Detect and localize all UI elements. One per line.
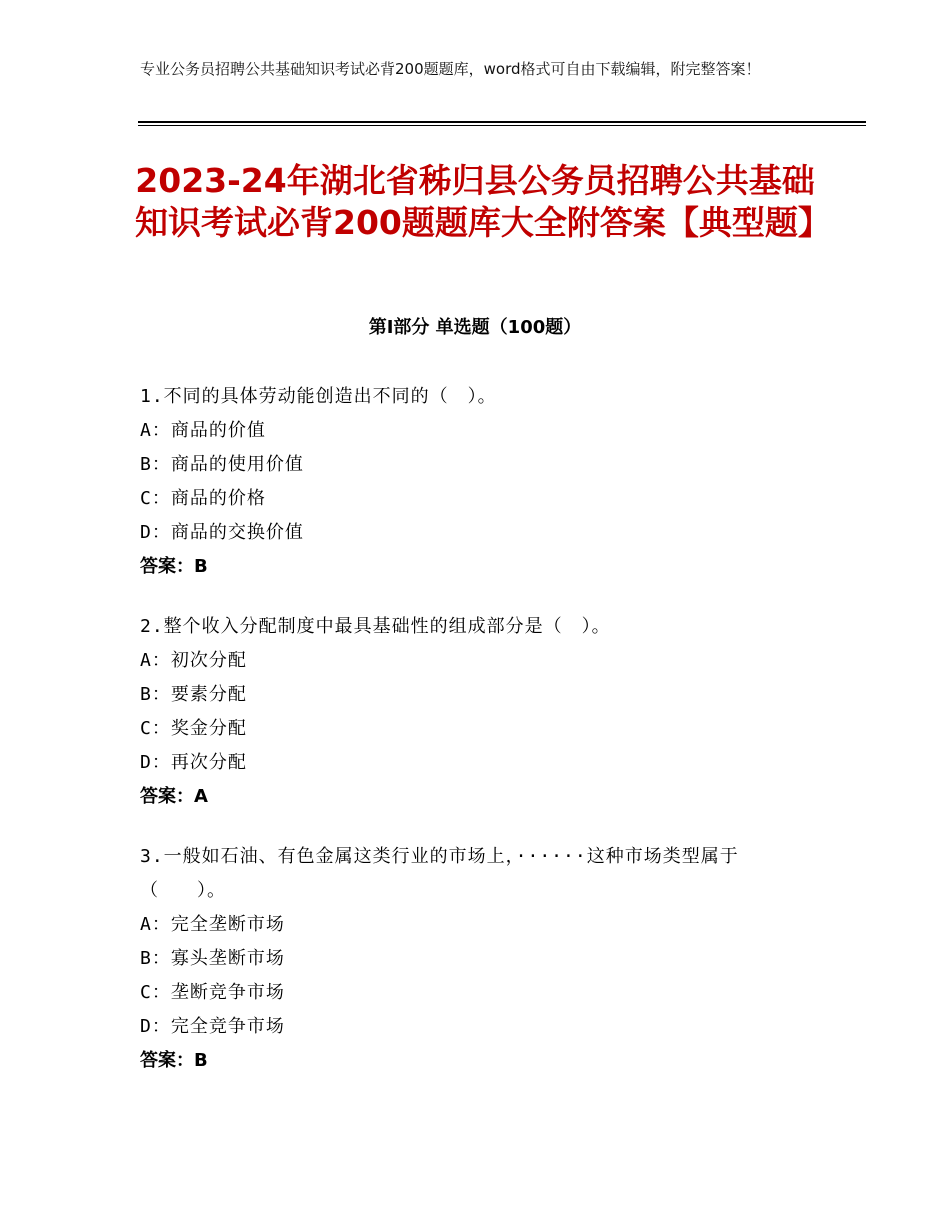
question-2 (140, 610, 820, 814)
header-divider-thick (138, 121, 866, 123)
option-b: B：要素分配 (140, 684, 247, 705)
option-b: B：商品的使用价值 (140, 454, 304, 475)
question-stem: 1.不同的具体劳动能创造出不同的（ ）。 (140, 386, 497, 407)
option-c: C：商品的价格 (140, 488, 266, 509)
question-1 (140, 380, 820, 584)
option-a: A：初次分配 (140, 650, 247, 671)
option-a: A：商品的价值 (140, 420, 266, 441)
header-note: 专业公务员招聘公共基础知识考试必背200题题库，word格式可自由下载编辑，附完整答案！ (140, 60, 761, 78)
section-title: 第Ⅰ部分 单选题（100题） (368, 317, 582, 338)
answer: 答案：B (140, 556, 208, 577)
option-c: C：奖金分配 (140, 718, 247, 739)
answer: 答案：B (140, 1050, 208, 1071)
option-a: A：完全垄断市场 (140, 914, 285, 935)
question-stem: 3.一般如石油、有色金属这类行业的市场上，······这种市场类型属于（ ）。 (140, 846, 739, 901)
answer: 答案：A (140, 786, 208, 807)
question-list (140, 380, 820, 1104)
option-d: D：商品的交换价值 (140, 522, 304, 543)
question-3 (140, 840, 820, 1078)
option-b: B：寡头垄断市场 (140, 948, 285, 969)
document-title: 2023-24年湖北省秭归县公务员招聘公共基础知识考试必背200题题库大全附答案【典型题】 (135, 161, 831, 242)
option-c: C：垄断竞争市场 (140, 982, 285, 1003)
header-divider-thin (138, 125, 866, 126)
option-d: D：再次分配 (140, 752, 247, 773)
option-d: D：完全竞争市场 (140, 1016, 285, 1037)
question-stem: 2.整个收入分配制度中最具基础性的组成部分是（ ）。 (140, 616, 611, 637)
